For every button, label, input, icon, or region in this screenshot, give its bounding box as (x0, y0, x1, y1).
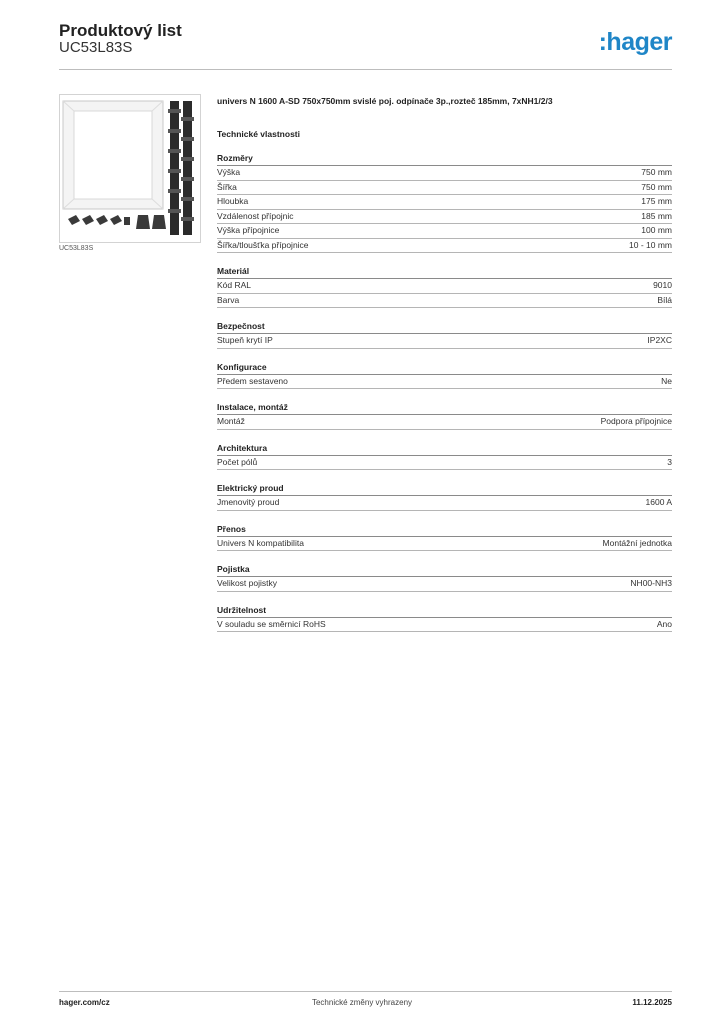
spec-content (217, 96, 672, 645)
section-title: Udržitelnost (217, 605, 672, 618)
spec-value: 10 - 10 mm (629, 239, 672, 250)
spec-value: 9010 (653, 280, 672, 290)
product-description: univers N 1600 A-SD 750x750mm svislé poj. odpínače 3p.,rozteč 185mm, 7xNH1/2/3 (217, 96, 553, 106)
spec-value: 1600 A (645, 497, 672, 507)
spec-row (217, 181, 672, 196)
spec-label: Výška přípojnice (217, 225, 280, 235)
spec-label: V souladu se směrnicí RoHS (217, 618, 326, 629)
spec-row (217, 195, 672, 210)
spec-value: Bílá (657, 294, 672, 305)
section-title: Elektrický proud (217, 483, 672, 496)
spec-value: Montážní jednotka (602, 537, 672, 548)
product-illustration (60, 95, 200, 242)
spec-row (217, 294, 672, 309)
spec-label: Stupeň krytí IP (217, 335, 273, 345)
spec-section (217, 605, 672, 633)
spec-value: Ne (661, 375, 672, 386)
section-title: Materiál (217, 266, 672, 279)
spec-row (217, 334, 672, 349)
spec-row (217, 375, 672, 390)
spec-value: 175 mm (641, 196, 672, 206)
spec-value: 185 mm (641, 210, 672, 221)
spec-section (217, 402, 672, 430)
spec-value: IP2XC (647, 335, 672, 345)
spec-row (217, 224, 672, 239)
section-title: Instalace, montáž (217, 402, 672, 415)
spec-label: Montáž (217, 416, 245, 426)
spec-section (217, 564, 672, 592)
spec-section (217, 443, 672, 471)
header-divider (59, 69, 672, 70)
spec-section (217, 266, 672, 308)
spec-label: Univers N kompatibilita (217, 537, 304, 548)
spec-label: Výška (217, 167, 241, 177)
spec-row (217, 166, 672, 181)
spec-section (217, 483, 672, 511)
spec-label: Kód RAL (217, 280, 252, 290)
section-title: Rozměry (217, 153, 672, 166)
spec-section (217, 362, 672, 390)
spec-section (217, 153, 672, 253)
spec-label: Šířka/tloušťka přípojnice (217, 239, 309, 250)
spec-row (217, 456, 672, 471)
page-title: Produktový list (59, 21, 182, 40)
image-caption: UC53L83S (59, 245, 94, 252)
product-image (59, 94, 201, 243)
spec-row (217, 279, 672, 294)
spec-label: Šířka (217, 181, 237, 192)
spec-value: Ano (656, 618, 672, 629)
spec-section (217, 321, 672, 349)
section-title: Přenos (217, 524, 672, 537)
spec-label: Vzdálenost přípojnic (217, 210, 294, 221)
spec-label: Jmenovitý proud (217, 497, 280, 507)
spec-row (217, 210, 672, 225)
spec-label: Velikost pojistky (217, 578, 277, 588)
spec-value: 100 mm (641, 225, 672, 235)
footer-date: 11.12.2025 (632, 998, 672, 1007)
spec-label: Barva (217, 294, 240, 305)
product-code: UC53L83S (59, 39, 133, 56)
spec-section (217, 524, 672, 552)
spec-label: Hloubka (217, 196, 249, 206)
spec-label: Počet pólů (217, 456, 258, 467)
footer-notice: Technické změny vyhrazeny (311, 998, 413, 1007)
section-title: Konfigurace (217, 362, 672, 375)
spec-row (217, 618, 672, 633)
hager-logo: :hager (598, 28, 672, 56)
spec-row (217, 415, 672, 430)
section-title: Bezpečnost (217, 321, 672, 334)
footer-website-link[interactable]: hager.com/cz (59, 998, 110, 1007)
section-title: Pojistka (217, 564, 672, 577)
spec-value: NH00-NH3 (630, 578, 672, 588)
spec-value: 750 mm (641, 167, 672, 177)
spec-value: 750 mm (641, 181, 672, 192)
spec-row (217, 239, 672, 254)
spec-row (217, 537, 672, 552)
spec-label: Předem sestaveno (217, 375, 288, 386)
spec-row (217, 496, 672, 511)
technical-properties-heading: Technické vlastnosti (217, 129, 300, 139)
spec-row (217, 577, 672, 592)
section-title: Architektura (217, 443, 672, 456)
spec-value: 3 (667, 456, 672, 467)
spec-value: Podpora přípojnice (600, 416, 672, 426)
footer-divider (59, 991, 672, 992)
